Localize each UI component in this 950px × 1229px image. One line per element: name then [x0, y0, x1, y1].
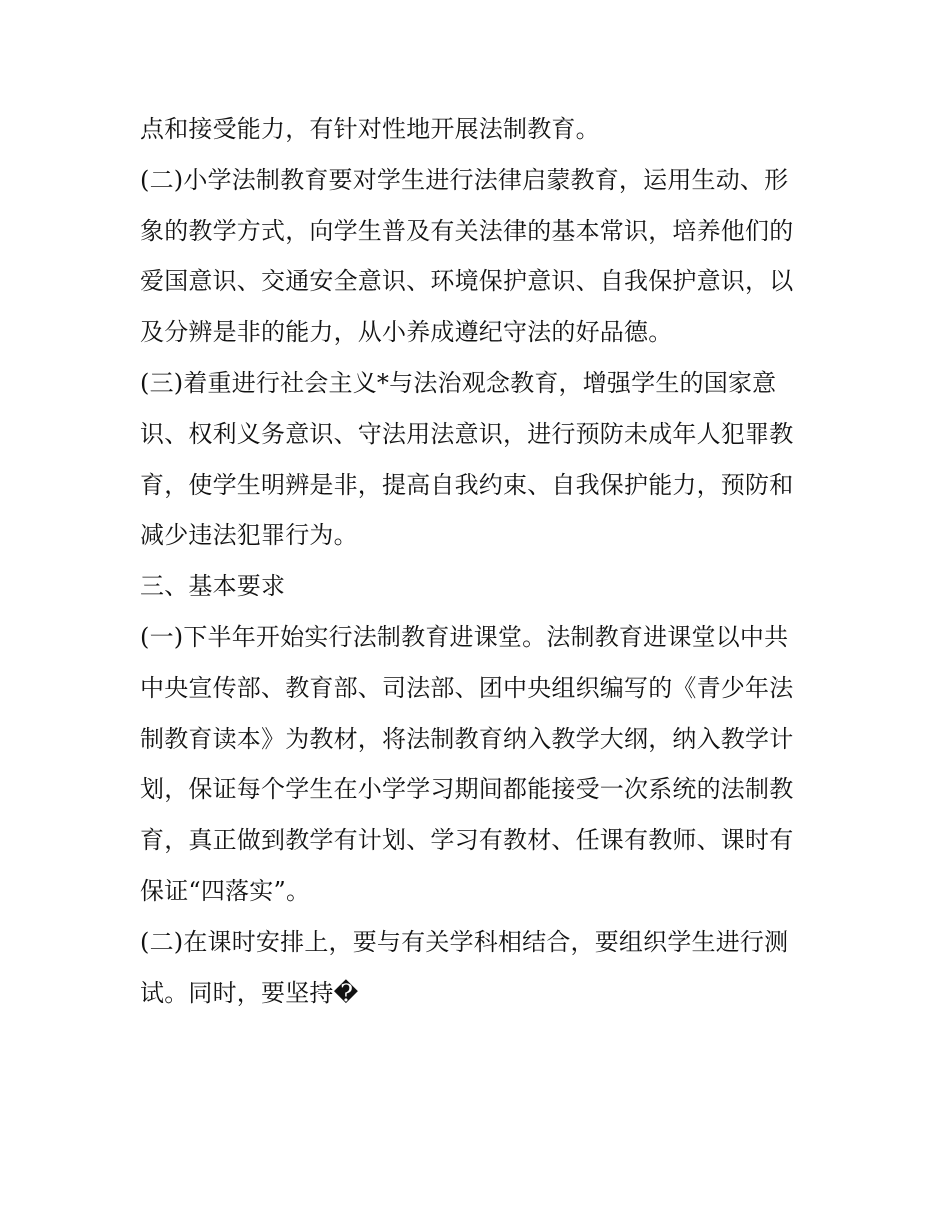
text-line: 试。同时，要坚持� [140, 978, 359, 1007]
text-line: 中央宣传部、教育部、司法部、团中央组织编写的《青少年法 [140, 673, 794, 702]
text-line: (三)着重进行社会主义*与法治观念教育，增强学生的国家意 [140, 368, 777, 397]
text-line: 爱国意识、交通安全意识、环境保护意识、自我保护意识，以 [140, 267, 794, 296]
text-line: 制教育读本》为教材，将法制教育纳入教学大纲，纳入教学计 [140, 724, 794, 753]
text-line: 保证“四落实”。 [140, 876, 311, 905]
document-body [140, 104, 820, 1018]
text-line: 育，真正做到教学有计划、学习有教材、任课有教师、课时有 [140, 826, 794, 855]
section-heading: 三、基本要求 [140, 572, 286, 601]
text-line: 识、权利义务意识、守法用法意识，进行预防未成年人犯罪教 [140, 419, 794, 448]
text-line: (一)下半年开始实行法制教育进课堂。法制教育进课堂以中共 [140, 622, 789, 651]
text-line: (二)小学法制教育要对学生进行法律启蒙教育，运用生动、形 [140, 165, 789, 194]
text-line: (二)在课时安排上，要与有关学科相结合，要组织学生进行测 [140, 927, 789, 956]
text-line: 划，保证每个学生在小学学习期间都能接受一次系统的法制教 [140, 775, 794, 804]
text-line: 点和接受能力，有针对性地开展法制教育。 [140, 115, 600, 143]
text-line: 减少违法犯罪行为。 [140, 521, 358, 550]
text-line: 育，使学生明辨是非，提高自我约束、自我保护能力，预防和 [140, 470, 794, 499]
text-line: 及分辨是非的能力，从小养成遵纪守法的好品德。 [140, 318, 673, 347]
text-line: 象的教学方式，向学生普及有关法律的基本常识，培养他们的 [140, 216, 794, 245]
